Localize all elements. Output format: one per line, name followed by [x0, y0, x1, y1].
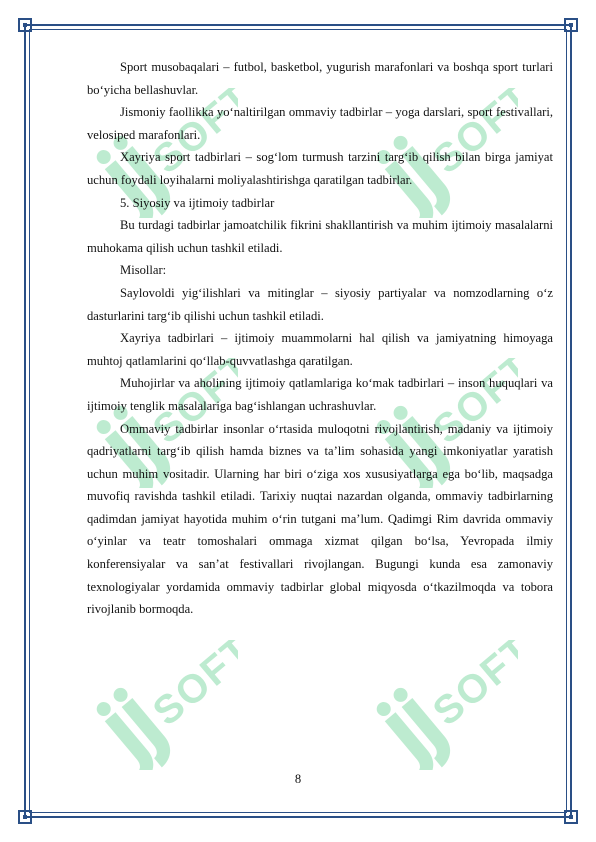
svg-text:SOFT: SOFT	[424, 640, 518, 735]
section-heading: 5. Siyosiy va ijtimoiy tadbirlar	[120, 195, 275, 210]
paragraph: Xayriya tadbirlari – ijtimoiy muammolarni hal qilish va jamiyatning himoyaga muhtoj qatlamlarini qo‘llab-quvvatlashga qaratilgan.	[87, 331, 553, 368]
paragraph: Misollar:	[120, 263, 167, 278]
document-body	[87, 56, 553, 621]
paragraph: Xayriya sport tadbirlari – sog‘lom turmush tarzini targ‘ib qilish bilan birga jamiyat uchun foydali loyihalarni moliyalashtirishga qaratilgan tadbirlar.	[87, 150, 553, 187]
paragraph: Saylovoldi yig‘ilishlari va mitinglar – siyosiy partiyalar va nomzodlarning o‘z dasturlarini targ‘ib qilishi uchun tashkil etiladi.	[87, 285, 553, 323]
paragraph: Bu turdagi tadbirlar jamoatchilik fikrini shakllantirish va muhim ijtimoiy masalalarni muhokama qilish uchun tashkil etiladi.	[87, 218, 553, 255]
corner-ornament	[18, 810, 32, 824]
svg-text:SOFT: SOFT	[424, 88, 518, 183]
svg-text:SOFT: SOFT	[424, 358, 518, 453]
svg-text:SOFT: SOFT	[144, 640, 238, 735]
svg-text:SOFT: SOFT	[144, 358, 238, 453]
paragraph: Jismoniy faollikka yo‘naltirilgan ommaviy tadbirlar – yoga darslari, sport festivallari, velosiped marafonlari.	[87, 105, 553, 142]
paragraph: Sport musobaqalari – futbol, basketbol, yugurish marafonlari va boshqa sport turlari bo‘yicha bellashuvlar.	[87, 60, 553, 97]
corner-ornament	[564, 18, 578, 32]
corner-ornament	[18, 18, 32, 32]
paragraph: Muhojirlar va aholining ijtimoiy qatlamlariga ko‘mak tadbirlari – inson huquqlari va ijtimoiy tenglik masalalariga bag‘ishlangan uchrashuvlar.	[87, 376, 553, 413]
paragraph: Ommaviy tadbirlar insonlar o‘rtasida muloqotni rivojlantirish, madaniy va ijtimoiy qadriyatlarni targ‘ib qilish hamda biznes va ta’lim sohasida yangi imkoniyatlar yaratish uchun muhim vositadir. Ularning har biri o‘ziga xos xususiyatlarga ega bo‘lib, maqsadga muvofiq ravishda tashkil etiladi. Tarixiy nuqtai nazardan olganda, ommaviy tadbirlarning qadimdan jamiyat hayotida muhim o‘rin tutgani ma’lum. Qadimgi Rim davrida ommaviy o‘yinlar va teatr tomoshalari ommaga xizmat qilgan bo‘lsa, Yevropada ilmiy konferensiyalar va san’at festivallari rivojlangan. Bugungi kunda esa zamonaviy texnologiyalar yordamida ommaviy tadbirlar global miqyosda o‘tkazilmoqda va tobora rivojlanib bormoqda.	[87, 421, 553, 617]
corner-ornament	[564, 810, 578, 824]
page-number: 8	[294, 772, 302, 786]
svg-text:SOFT: SOFT	[144, 88, 238, 183]
